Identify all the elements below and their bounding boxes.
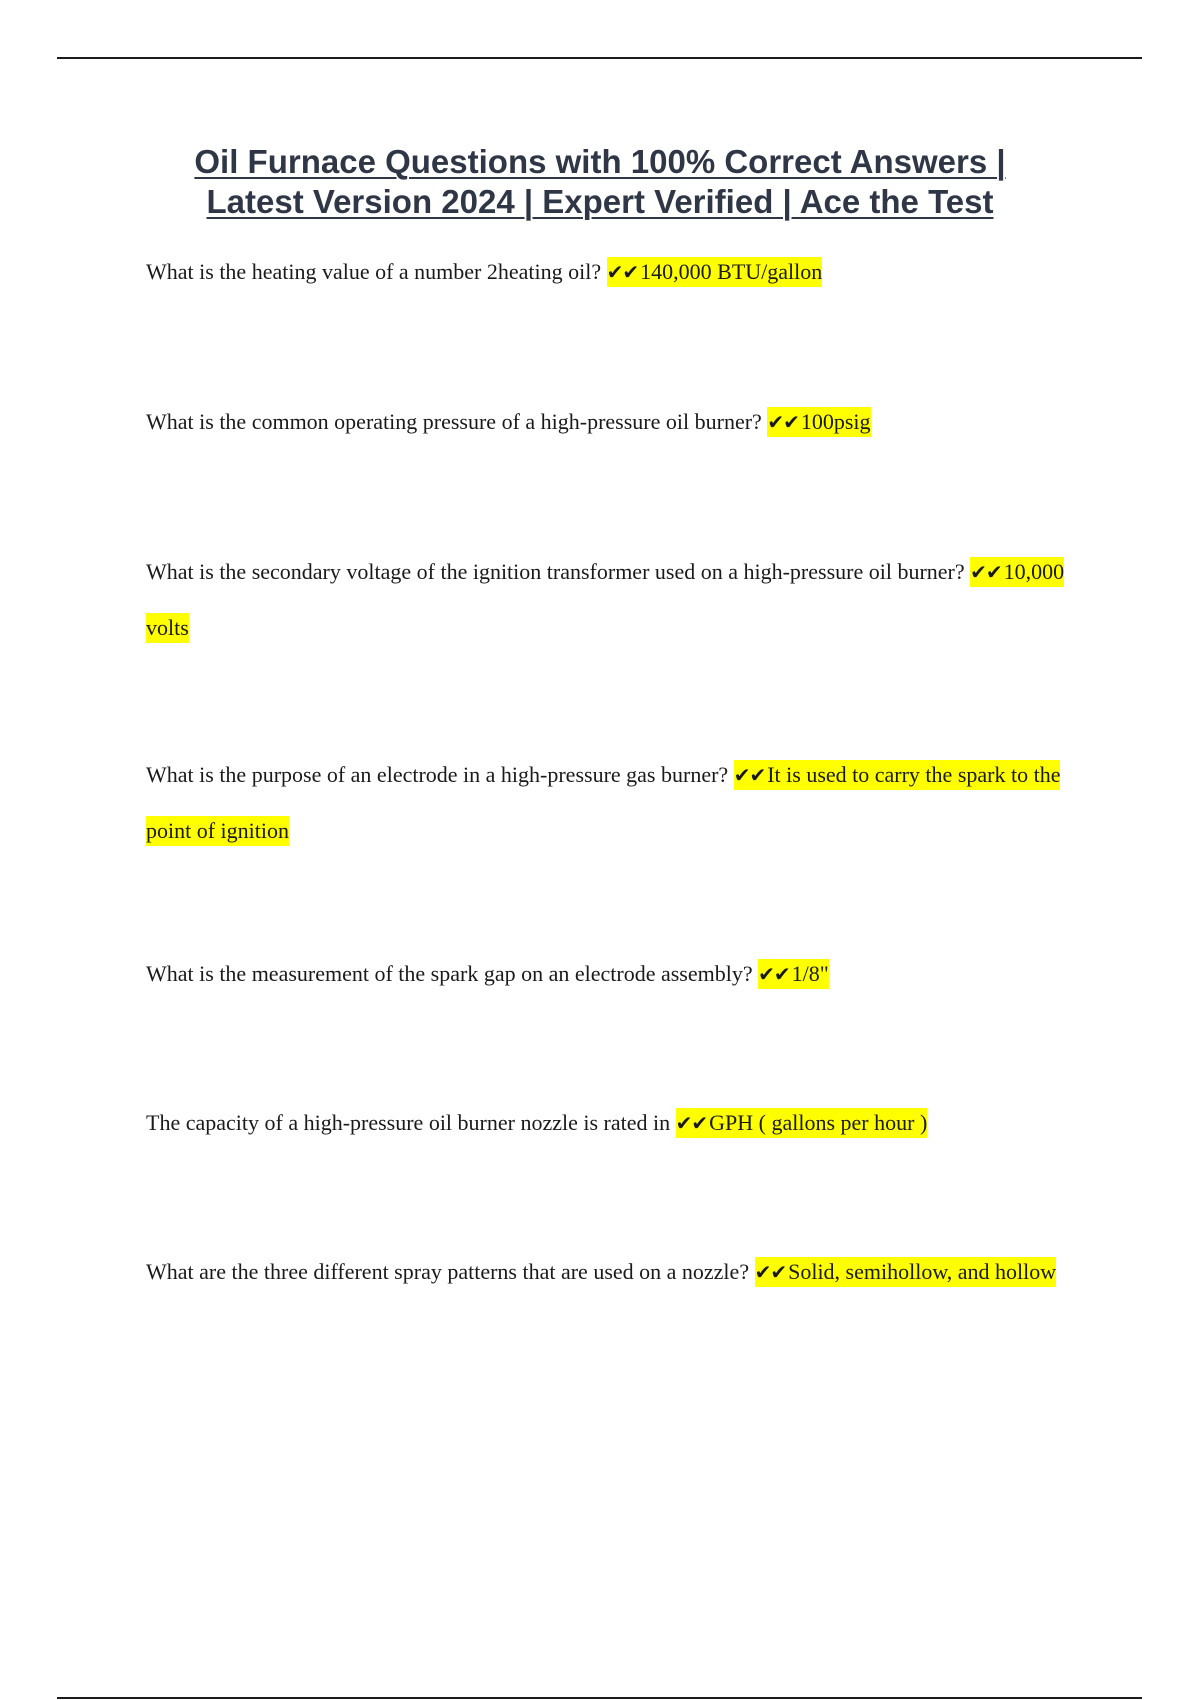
check-mark-icon: ✔✔ — [754, 1260, 787, 1284]
bottom-rule — [57, 1697, 1142, 1699]
answer-text: 10,000 volts — [146, 559, 1065, 640]
answer-highlight — [758, 959, 829, 989]
question-text: What is the heating value of a number 2heating oil? — [146, 259, 607, 284]
answer-text: 140,000 BTU/gallon — [640, 259, 823, 284]
answer-text: It is used to carry the spark to the point of ignition — [146, 762, 1061, 843]
check-mark-icon: ✔✔ — [758, 962, 790, 986]
answer-highlight — [755, 1257, 1057, 1287]
question-text: What is the measurement of the spark gap on an electrode assembly? — [146, 961, 759, 986]
qa-item-5 — [146, 946, 1076, 1002]
question-text: What is the purpose of an electrode in a high-pressure gas burner? — [146, 762, 734, 787]
answer-text: GPH ( gallons per hour ) — [709, 1110, 928, 1135]
title-line-2: Latest Version 2024 | Expert Verified | Ace the Test — [206, 183, 994, 220]
document-title — [100, 142, 1100, 222]
qa-item-2 — [146, 394, 1076, 450]
answer-highlight — [767, 407, 870, 437]
qa-item-7 — [146, 1244, 1076, 1300]
qa-item-4 — [146, 747, 1076, 859]
answer-text: 1/8" — [791, 961, 829, 986]
answer-text: 100psig — [800, 409, 871, 434]
answer-highlight — [676, 1108, 928, 1138]
check-mark-icon: ✔✔ — [767, 410, 799, 434]
check-mark-icon: ✔✔ — [606, 260, 639, 284]
answer-highlight — [607, 257, 823, 287]
qa-item-1 — [146, 244, 1076, 300]
question-text: What is the common operating pressure of a high-pressure oil burner? — [146, 409, 768, 434]
question-text: What is the secondary voltage of the ignition transformer used on a high-pressure oil burner? — [146, 559, 971, 584]
check-mark-icon: ✔✔ — [970, 560, 1002, 584]
top-rule — [57, 57, 1142, 59]
title-line-1: Oil Furnace Questions with 100% Correct Answers | — [194, 143, 1006, 180]
check-mark-icon: ✔✔ — [675, 1111, 708, 1135]
qa-item-6 — [146, 1095, 1076, 1151]
qa-item-3 — [146, 544, 1076, 656]
answer-text: Solid, semihollow, and hollow — [788, 1259, 1057, 1284]
question-text: The capacity of a high-pressure oil burner nozzle is rated in — [146, 1110, 676, 1135]
check-mark-icon: ✔✔ — [733, 763, 766, 787]
question-text: What are the three different spray patterns that are used on a nozzle? — [146, 1259, 755, 1284]
